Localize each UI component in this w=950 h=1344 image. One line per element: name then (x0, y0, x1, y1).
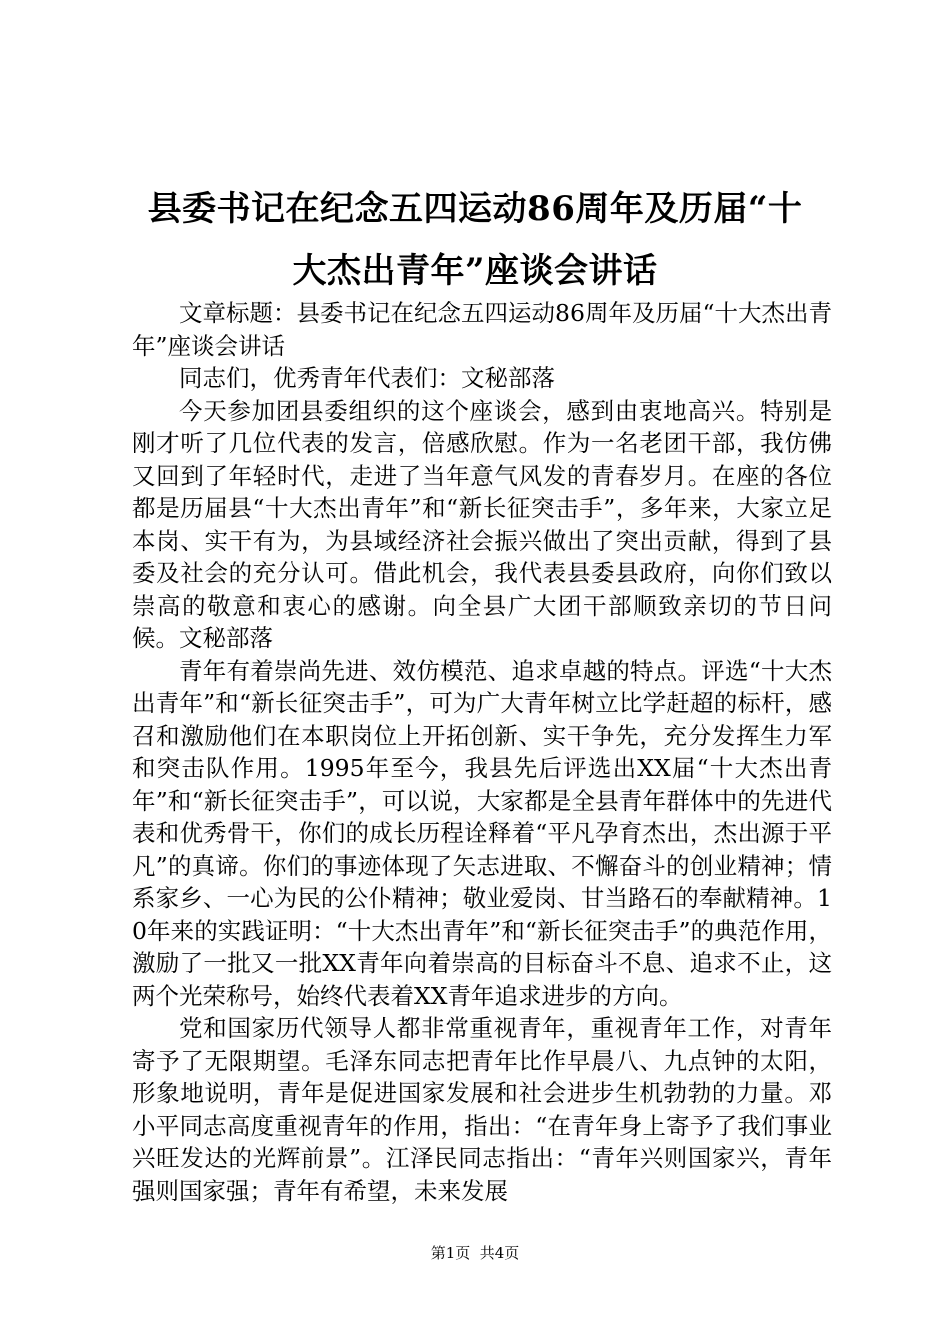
body-paragraph: 今天参加团县委组织的这个座谈会，感到由衷地高兴。特别是刚才听了几位代表的发言，倍感欣慰。作为一名老团干部，我仿佛又回到了年轻时代，走进了当年意气风发的青春岁月。在座的各位都是历届县“十大杰出青年”和“新长征突击手”，多年来，大家立足本岗、实干有为，为县域经济社会振兴做出了突出贡献，得到了县委及社会的充分认可。借此机会，我代表县委县政府，向你们致以崇高的敬意和衷心的感谢。向全县广大团干部顺致亲切的节日问候。文秘部落 (132, 396, 832, 652)
document-title (120, 178, 830, 302)
document-body (132, 297, 832, 1207)
body-paragraph: 党和国家历代领导人都非常重视青年，重视青年工作，对青年寄予了无限期望。毛泽东同志把青年比作早晨八、九点钟的太阳，形象地说明，青年是促进国家发展和社会进步生机勃勃的力量。邓小平同志高度重视青年的作用，指出：“在青年身上寄予了我们事业兴旺发达的光辉前景”。江泽民同志指出：“青年兴则国家兴，青年强则国家强；青年有希望，未来发展 (132, 1014, 832, 1205)
article-title-paragraph: 文章标题：县委书记在纪念五四运动86周年及历届“十大杰出青年”座谈会讲话 (132, 299, 832, 360)
salutation-paragraph: 同志们，优秀青年代表们：文秘部落 (179, 364, 555, 392)
body-paragraph: 青年有着崇尚先进、效仿模范、追求卓越的特点。评选“十大杰出青年”和“新长征突击手”，可为广大青年树立比学赶超的标杆，感召和激励他们在本职岗位上开拓创新、实干争先，充分发挥生力军和突击队作用。1995年至今，我县先后评选出XX届“十大杰出青年”和“新长征突击手”，可以说，大家都是全县青年群体中的先进代表和优秀骨干，你们的成长历程诠释着“平凡孕育杰出，杰出源于平凡”的真谛。你们的事迹体现了矢志进取、不懈奋斗的创业精神；情系家乡、一心为民的公仆精神；敬业爱岗、甘当路石的奉献精神。10年来的实践证明：“十大杰出青年”和“新长征突击手”的典范作用，激励了一批又一批XX青年向着崇高的目标奋斗不息、追求不止，这两个光荣称号，始终代表着XX青年追求进步的方向。 (132, 656, 832, 1010)
page-footer (0, 1243, 950, 1263)
page-number: 第1页 共4页 (430, 1244, 520, 1262)
title-line-1: 县委书记在纪念五四运动86周年及历届“十 (147, 189, 803, 229)
title-line-2: 大杰出青年”座谈会讲话 (292, 251, 658, 291)
